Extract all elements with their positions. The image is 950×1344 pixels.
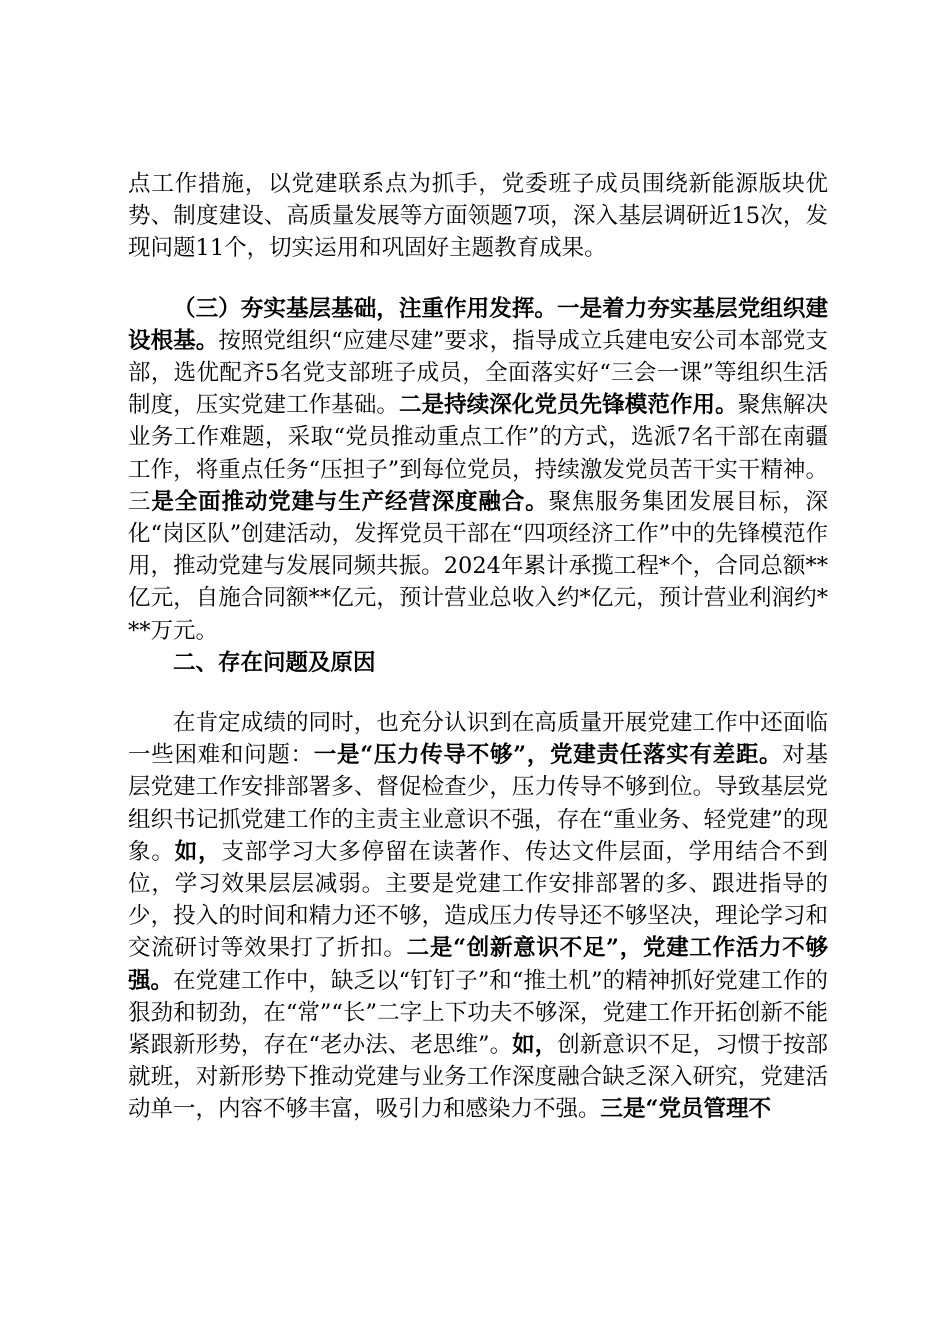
example-marker: 如， <box>512 1032 558 1059</box>
problem-two-heading: 二是“创新意识不足”，党建工作活力不够强。 <box>128 935 828 994</box>
document-body <box>128 168 828 1126</box>
point-two-heading: 二是持续深化党员先锋模范作用。 <box>398 392 738 419</box>
problem-one-heading: 一是“压力传导不够”，党建责任落实有差距。 <box>313 742 783 769</box>
paragraph-text: 在肯定成绩的同时，也充分认识到在高质量开展党建工作中还面临一些困难和问题： <box>128 710 828 769</box>
paragraph-text: 聚焦解决业务工作难题，采取“党员推动重点工作”的方式，选派7名干部在南疆工作，将重点任务“压担子”到每位党员，持续激发党员苦干实干精神。三 <box>128 392 828 515</box>
paragraph-text: 支部学习大多停留在读著作、传达文件层面，学用结合不到位，学习效果层层减弱。主要是党建工作安排部署的多、跟进指导的少，投入的时间和精力还不够，造成压力传导还不够坚决，理论学习和交流研讨等效果打了折扣。 <box>128 838 828 962</box>
paragraph-text: 按照党组织“应建尽建”要求，指导成立兵建电安公司本部党支部，选优配齐5名党支部班子成员，全面落实好“三会一课”等组织生活制度，压实党建工作基础。 <box>128 327 828 419</box>
problem-three-heading: 三是“党员管理不 <box>600 1096 771 1123</box>
point-three-heading: 是全面推动党建与生产经营深度融合。 <box>151 488 549 515</box>
paragraph-section-three <box>128 293 828 647</box>
paragraph-text: 对基层党建工作安排部署多、督促检查少，压力传导不够到位。导致基层党组织书记抓党建工作的主责主业意识不强，存在“重业务、轻党建”的现象。 <box>128 742 828 865</box>
paragraph-problems <box>128 707 828 1126</box>
section-three-heading: （三）夯实基层基础，注重作用发挥。一是着力夯实基层党组织建设根基。 <box>128 295 828 354</box>
section-heading-problems: 二、存在问题及原因 <box>173 649 376 676</box>
example-marker: 如， <box>174 838 222 865</box>
paragraph-text: 点工作措施，以党建联系点为抓手，党委班子成员围绕新能源版块优势、制度建设、高质量发展等方面领题7项，深入基层调研近15次，发现问题11个，切实运用和巩固好主题教育成果。 <box>128 171 828 262</box>
paragraph-work-measures <box>128 168 828 265</box>
paragraph-text: 聚焦服务集团发展目标，深化“岗区队”创建活动，发挥党员干部在“四项经济工作”中的先锋模范作用，推动党建与发展同频共振。2024年累计承揽工程*个，合同总额**亿元，自施合同额**亿元，预计营业总收入约*亿元，预计营业利润约***万元。 <box>128 488 828 644</box>
paragraph-text: 创新意识不足，习惯于按部就班，对新形势下推动党建与业务工作深度融合缺乏深入研究，党建活动单一，内容不够丰富，吸引力和感染力不强。 <box>128 1032 828 1123</box>
paragraph-text: 在党建工作中，缺乏以“钉钉子”和“推土机”的精神抓好党建工作的狠劲和韧劲，在“常”“长”二字上下功夫不够深，党建工作开拓创新不能紧跟新形势，存在“老办法、老思维”。 <box>128 967 828 1059</box>
